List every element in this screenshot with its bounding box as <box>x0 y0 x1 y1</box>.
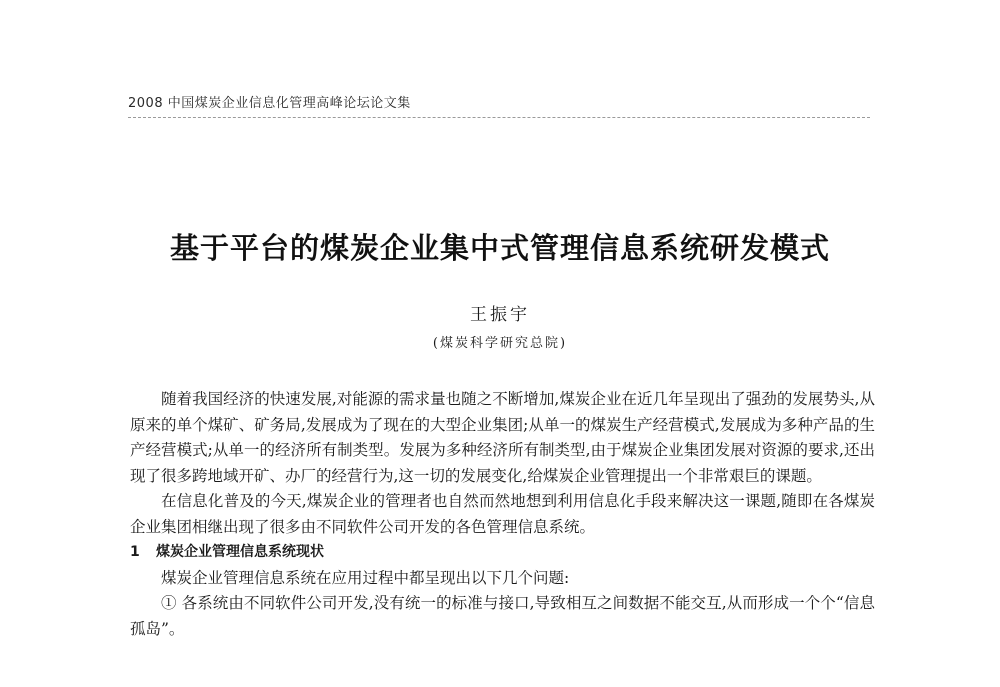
running-header: 2008 中国煤炭企业信息化管理高峰论坛论文集 <box>128 96 411 111</box>
author-affiliation: (煤炭科学研究总院) <box>432 336 568 351</box>
paragraph-problems: 煤炭企业管理信息系统在应用过程中都呈现出以下几个问题: <box>161 568 570 587</box>
article-title: 基于平台的煤炭企业集中式管理信息系统研发模式 <box>169 231 830 265</box>
header-rule <box>128 117 870 118</box>
section-title: 煤炭企业管理信息系统现状 <box>156 544 324 560</box>
article-body <box>130 387 875 642</box>
author-name: 王振宇 <box>470 305 530 325</box>
section-heading <box>130 540 875 566</box>
paragraph-problem-1: ① 各系统由不同软件公司开发,没有统一的标准与接口,导致相互之间数据不能交互,从而形成一个个“信息孤岛”。 <box>130 594 875 638</box>
paragraph-informatization: 在信息化普及的今天,煤炭企业的管理者也自然而然地想到利用信息化手段来解决这一课题,随即在各煤炭企业集团相继出现了很多由不同软件公司开发的各色管理信息系统。 <box>130 492 875 536</box>
paragraph-intro: 随着我国经济的快速发展,对能源的需求量也随之不断增加,煤炭企业在近几年呈现出了强劲的发展势头,从原来的单个煤矿、矿务局,发展成为了现在的大型企业集团;从单一的煤炭生产经营模式,发展成为多种产品的生产经营模式;从单一的经济所有制类型。发展为多种经济所有制类型,由于煤炭企业集团发展对资源的要求,还出现了很多跨地域开矿、办厂的经营行为,这一切的发展变化,给煤炭企业管理提出一个非常艰巨的课题。 <box>130 390 875 485</box>
section-number: 1 <box>130 544 140 560</box>
